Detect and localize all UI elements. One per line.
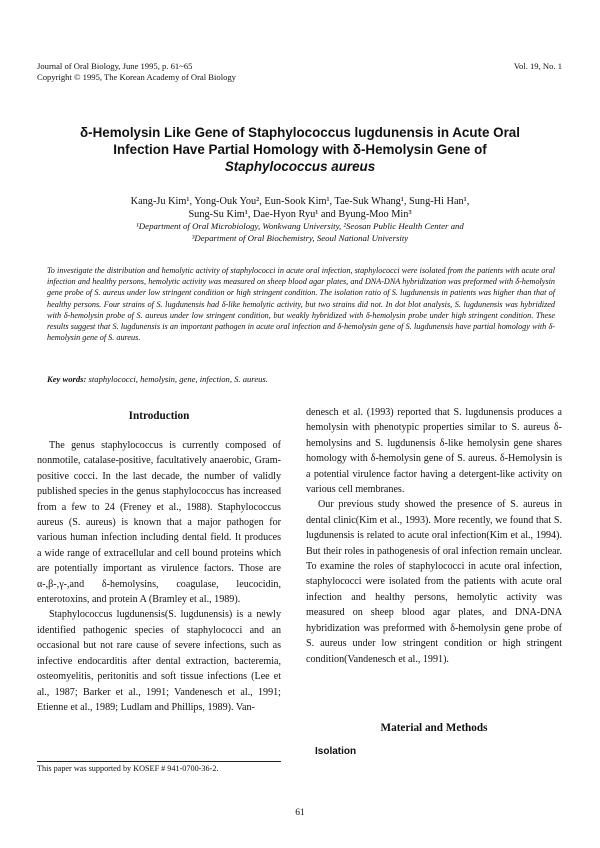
methods-heading: Material and Methods [380, 722, 488, 734]
introduction-heading: Introduction [128, 410, 190, 422]
paper-title [40, 124, 560, 175]
affiliation-line-2: ³Department of Oral Biochemistry, Seoul National University [191, 232, 409, 243]
right-paragraph-2: Our previous study showed the presence of S. aureus in dental clinic(Kim et al., 1993). More recently, we found that S. lugdunensis is related to acute oral infection(Kim et al., 1994). But their roles in pathogenesis of oral infection remain unclear. To examine the roles of staphylococci in acute oral infection, staphylococci were isolated from the patients with acute oral infection and healthy persons, hemolytic activity was measured on sheep blood agar plates, and DNA-DNA hybridization was preformed with δ-hemolysin gene probe of S. aureus under low stringent condition or high stringent condition(Vandenesch et al., 1991). [306, 499, 562, 665]
title-line-1: δ-Hemolysin Like Gene of Staphylococcus lugdunensis in Acute Oral [80, 125, 520, 140]
isolation-heading: Isolation [315, 746, 357, 757]
footnote-divider [37, 761, 281, 762]
keywords-label: Key words: [47, 374, 87, 384]
journal-header [37, 61, 357, 83]
author-list [40, 195, 560, 221]
title-line-2: Infection Have Partial Homology with δ-Hemolysin Gene of [113, 142, 487, 157]
funding-footnote: This paper was supported by KOSEF # 941-0700-36-2. [37, 764, 219, 773]
intro-paragraph-2: Staphylococcus lugdunensis(S. lugdunensis) is a newly identified pathogenic species of staphylococci and an occasional but not rare cause of severe infections, such as infective endocarditis after dental extraction, bacteremia, osteomyelitis, peritonitis and soft tissue infections (Lee et al., 1987; Barker et al., 1991; Vandenesch et al., 1991; Etienne et al., 1989; Ludlam and Phillips, 1989). Van- [37, 609, 281, 713]
copyright-line: Copyright © 1995, The Korean Academy of Oral Biology [37, 72, 236, 82]
left-column [37, 438, 281, 715]
abstract: To investigate the distribution and hemolytic activity of staphylococci in acute oral infection, staphylococci were isolated from the patients with acute oral infection and healthy persons, hemolytic activity was measured on sheep blood agar plates, and DNA-DNA hybridization was preformed with δ-hemolysin gene probe of S. aureus under low stringent condition or high stringent condition. The isolation ratio of S. lugdunensis in patients was higher than that of healthy persons. Four strains of S. lugdunensis had δ-like hemolytic activity, but two strains did not. In dot blot analysis, S. lugdunensis was hybridized with δ-hemolysin probe of S. aureus under low stringent condition, but weakly hybridized with δ-hemolysin probe under high stringent condition. These results suggest that S. lugdunensis is an important pathogen in acute oral infection and δ-hemolysin gene of S. lugdunensis have partial homology with δ-hemolysin gene of S. aureus. [47, 266, 555, 343]
page-number: 61 [295, 808, 305, 818]
keywords [47, 374, 555, 385]
affiliations [40, 221, 560, 244]
journal-line: Journal of Oral Biology, June 1995, p. 61~65 [37, 61, 193, 71]
authors-line-1: Kang-Ju Kim¹, Yong-Ouk You², Eun-Sook Kim¹, Tae-Suk Whang¹, Sung-Hi Han¹, [130, 196, 470, 207]
affiliation-line-1: ¹Department of Oral Microbiology, Wonkwang University, ²Seosan Public Health Center and [136, 221, 464, 231]
right-paragraph-1: denesch et al. (1993) reported that S. lugdunensis produces a hemolysin with phenotypic properties similar to S. aureus δ-hemolysins and S. lugdunensis δ-like hemolysin gene shares homology with δ-hemolysin gene of S. aureus. δ-Hemolysin is a potential virulence factor having a detergent-like activity on various cell membranes. [306, 407, 562, 496]
volume-label: Vol. 19, No. 1 [513, 61, 562, 71]
authors-line-2: Sung-Su Kim¹, Dae-Hyon Ryu¹ and Byung-Moo Min³ [188, 209, 412, 220]
right-column [306, 405, 562, 667]
title-line-3: Staphylococcus aureus [224, 159, 376, 174]
keywords-text: staphylococci, hemolysin, gene, infection, S. aureus. [86, 374, 268, 384]
intro-paragraph-1: The genus staphylococcus is currently composed of nonmotile, catalase-positive, facultatively anaerobic, Gram-positive cocci. In the last decade, the number of validly published species in the genus staphylococcus has increased from a few to 24 (Freney et al., 1988). Staphylococcus aureus (S. aureus) is known that a major pathogen for various human infection including dental field. It produces a wide range of extracellular and cell bound proteins which are potentially important as virulence factors. Those are α-,β-,γ-,and δ-hemolysins, coagulase, leucocidin, enterotoxins, and protein A (Bramley et al., 1989). [37, 440, 281, 606]
